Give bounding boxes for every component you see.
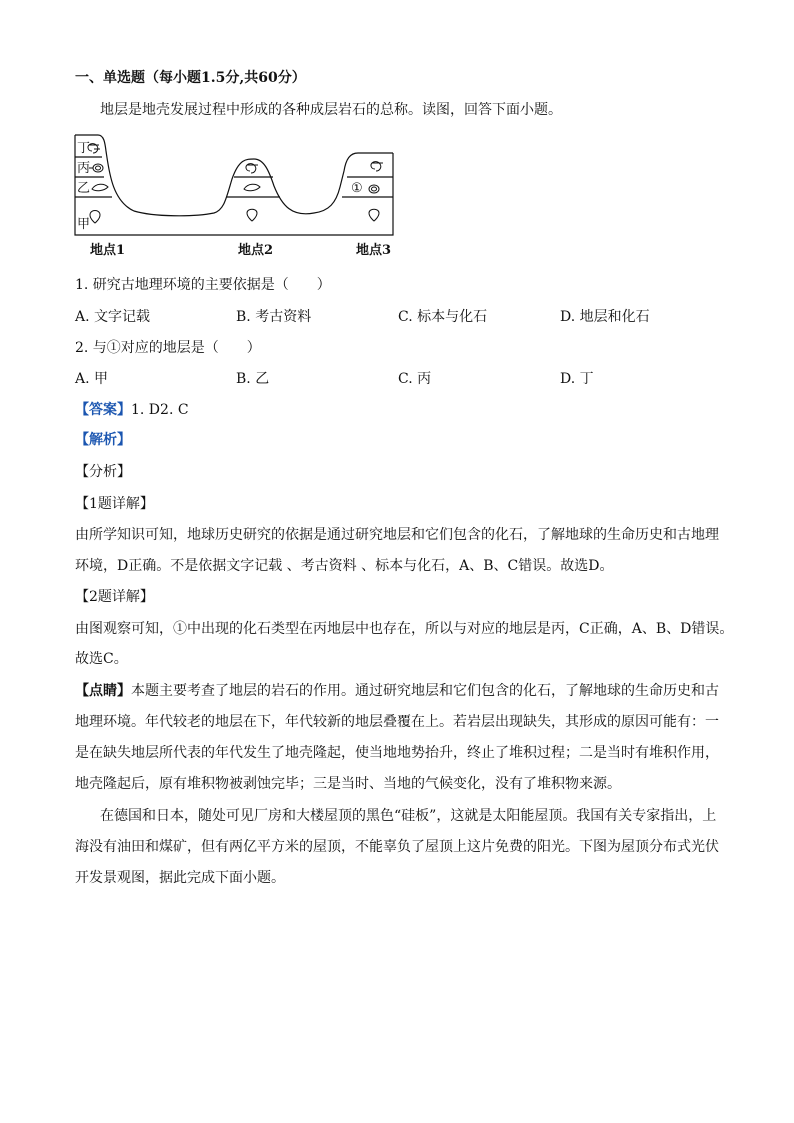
question-1-option-a: A. 文字记载 [75,309,151,325]
detail-1-line-1: 由所学知识可知，地球历史研究的依据是通过研究地层和它们包含的化石，了解地球的生命历史和古地理 [75,527,719,543]
diagram-frame [75,135,393,235]
clam-fossil-icon [244,184,260,191]
question-2-option-c: C. 丙 [398,371,432,387]
section-title: 一、单选题（每小题1.5分,共60分） [75,70,306,86]
question-1-option-b: B. 考古资料 [236,309,312,325]
detail-1-tag: 【1题详解】 [75,496,154,512]
dianjing-first: 本题主要考查了地层的岩石的作用。通过研究地层和它们包含的化石，了解地球的生命历史和古 [131,683,719,699]
shell-fossil-icon [246,164,258,173]
question-1-option-d: D. 地层和化石 [560,309,650,325]
dianjing-line-2: 地理环境。年代较老的地层在下，年代较新的地层叠覆在上。若岩层出现缺失，其形成的原因可能有：一 [75,714,719,730]
brachiopod-fossil-icon [90,211,100,224]
layer-label-bing: 丙 [77,161,91,176]
answer-tag: 【答案】 [75,402,131,418]
question-2-option-b: B. 乙 [236,371,270,387]
location-label-2: 地点2 [238,243,274,258]
detail-2-line-1: 由图观察可知，①中出现的化石类型在丙地层中也存在，所以与对应的地层是丙，C正确，A、B、D错误。 [75,621,734,637]
ammonite-fossil-icon [89,164,103,172]
intro-text: 地层是地壳发展过程中形成的各种成层岩石的总称。读图，回答下面小题。 [100,102,562,118]
detail-2-line-2: 故选C。 [75,651,128,667]
dianjing-tag: 【点睛】 [75,683,131,699]
brachiopod-fossil-icon [247,209,257,221]
question-1-stem: 1. 研究古地理环境的主要依据是（ ） [75,277,331,293]
dianjing-line-3: 是在缺失地层所代表的年代发生了地壳隆起，使当地地势抬升，终止了堆积过程；二是当时有堆积作用， [75,745,719,761]
answer-text: 1. D2. C [131,402,189,418]
answer-line [75,400,725,420]
detail-1-line-2: 环境，D正确。不是依据文字记载 、考古资料 、标本与化石，A、B、C错误。故选D。 [75,558,614,574]
question-2-option-a: A. 甲 [75,371,109,387]
shell-fossil-icon [371,162,383,171]
strata-diagram [74,131,404,265]
brachiopod-fossil-icon [369,209,379,221]
location-label-3: 地点3 [356,243,392,258]
clam-fossil-icon [92,184,108,191]
passage-2-line-3: 开发景观图，据此完成下面小题。 [75,870,285,886]
dianjing-line-4: 地壳隆起后，原有堆积物被剥蚀完毕；三是当时、当地的气候变化，没有了堆积物来源。 [75,776,621,792]
detail-2-tag: 【2题详解】 [75,589,154,605]
question-2-option-d: D. 丁 [560,371,594,387]
ammonite-fossil-icon [369,185,379,193]
question-1-option-c: C. 标本与化石 [398,309,488,325]
question-2-stem: 2. 与①对应的地层是（ ） [75,340,261,356]
layer-label-yi: 乙 [77,181,91,196]
layer-label-ding: 丁 [77,141,91,156]
dianjing-line-1 [75,681,725,701]
location-label-1: 地点1 [90,243,126,258]
surface-profile [75,135,393,216]
passage-2-line-2: 海没有油田和煤矿，但有两亿平方米的屋顶，不能辜负了屋顶上这片免费的阳光。下图为屋顶分布式光伏 [75,839,719,855]
analysis-tag: 【解析】 [75,432,131,448]
layer-label-jia: 甲 [77,217,91,232]
marker-one: ① [351,181,363,196]
fenxi-tag: 【分析】 [75,464,131,480]
passage-2-line-1: 在德国和日本，随处可见厂房和大楼屋顶的黑色“硅板”，这就是太阳能屋顶。我国有关专家指出，上 [100,808,717,824]
